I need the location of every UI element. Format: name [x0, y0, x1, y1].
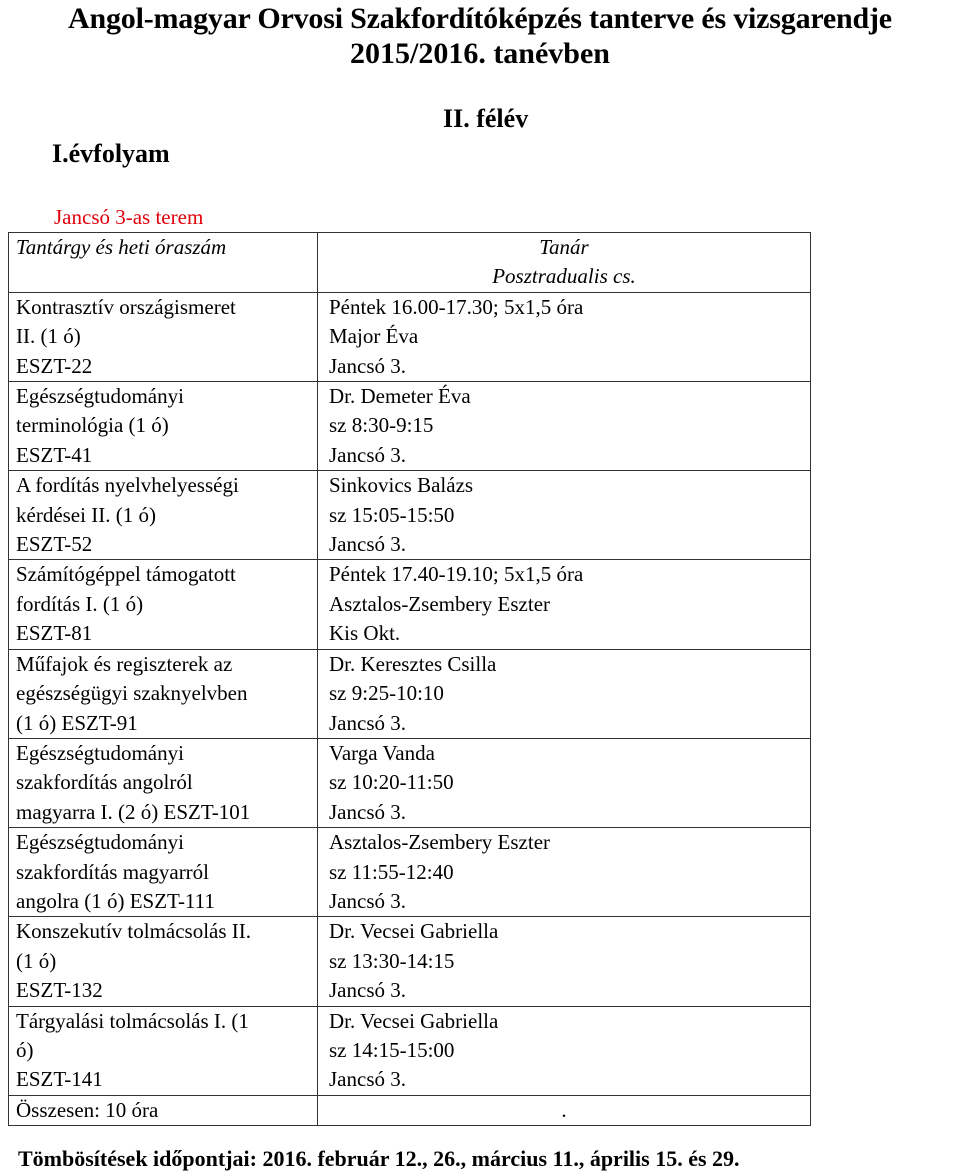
- document-subtitle: 2015/2016. tanévben: [349, 37, 610, 70]
- teacher-cell: [318, 828, 811, 917]
- course-cell: [9, 1006, 318, 1095]
- teacher-line: Jancsó 3.: [329, 442, 406, 467]
- course-cell: [9, 382, 318, 471]
- teacher-line: Dr. Demeter Éva: [329, 384, 471, 409]
- teacher-cell: [318, 738, 811, 827]
- teacher-line: Jancsó 3.: [329, 1067, 406, 1092]
- schedule-table: [8, 232, 811, 1126]
- course-cell: [9, 917, 318, 1006]
- table-row: [9, 292, 811, 381]
- teacher-line: sz 14:15-15:00: [329, 1037, 455, 1062]
- course-line: szakfordítás magyarról: [16, 859, 210, 884]
- teacher-cell: [318, 382, 811, 471]
- course-line: angolra (1 ó) ESZT-111: [16, 888, 215, 913]
- course-line: II. (1 ó): [16, 324, 81, 349]
- course-line: Tárgyalási tolmácsolás I. (1: [16, 1008, 249, 1033]
- course-cell: [9, 471, 318, 560]
- table-row: [9, 560, 811, 649]
- teacher-line: sz 13:30-14:15: [329, 948, 455, 973]
- course-cell: [9, 738, 318, 827]
- course-line: (1 ó) ESZT-91: [16, 710, 138, 735]
- course-cell: [9, 292, 318, 381]
- course-line: szakfordítás angolról: [16, 770, 193, 795]
- teacher-line: Dr. Vecsei Gabriella: [329, 1008, 499, 1033]
- teacher-line: Jancsó 3.: [329, 799, 406, 824]
- teacher-column-header: Tanár Posztradualis cs.: [318, 233, 811, 293]
- table-row: [9, 382, 811, 471]
- course-line: (1 ó): [16, 948, 57, 973]
- postgraduate-label: Posztradualis cs.: [492, 264, 636, 289]
- document-title: Angol-magyar Orvosi Szakfordítóképzés tanterve és vizsgarendje: [68, 2, 892, 35]
- course-line: ESZT-141: [16, 1067, 103, 1092]
- teacher-line: Jancsó 3.: [329, 978, 406, 1003]
- teacher-cell: [318, 649, 811, 738]
- course-line: Számítógéppel támogatott: [16, 562, 236, 587]
- course-line: ESZT-132: [16, 978, 103, 1003]
- course-line: Kontrasztív országismeret: [16, 294, 236, 319]
- teacher-line: Asztalos-Zsembery Eszter: [329, 591, 551, 616]
- total-row: [9, 1095, 811, 1125]
- block-dates-note: Tömbösítések időpontjai: 2016. február 12., 26., március 11., április 15. és 29.: [18, 1146, 740, 1171]
- table-row: [9, 471, 811, 560]
- teacher-line: sz 11:55-12:40: [329, 859, 454, 884]
- teacher-line: Sinkovics Balázs: [329, 473, 474, 498]
- teacher-line: Kis Okt.: [329, 621, 401, 646]
- course-line: terminológia (1 ó): [16, 413, 169, 438]
- course-line: A fordítás nyelvhelyességi: [16, 473, 239, 498]
- teacher-cell: [318, 292, 811, 381]
- table-row: [9, 1006, 811, 1095]
- course-column-header: Tantárgy és heti óraszám: [9, 233, 318, 293]
- course-line: ESZT-81: [16, 621, 93, 646]
- teacher-line: sz 15:05-15:50: [329, 502, 455, 527]
- course-cell: [9, 649, 318, 738]
- teacher-line: Péntek 16.00-17.30; 5x1,5 óra: [329, 294, 584, 319]
- course-cell: [9, 560, 318, 649]
- table-row: [9, 917, 811, 1006]
- teacher-line: Dr. Keresztes Csilla: [329, 651, 497, 676]
- course-line: ESZT-52: [16, 532, 93, 557]
- course-line: magyarra I. (2 ó) ESZT-101: [16, 799, 251, 824]
- course-line: Konszekutív tolmácsolás II.: [16, 919, 252, 944]
- table-header-row: [9, 233, 811, 293]
- teacher-line: Asztalos-Zsembery Eszter: [329, 830, 551, 855]
- teacher-line: sz 9:25-10:10: [329, 681, 444, 706]
- course-line: kérdései II. (1 ó): [16, 502, 156, 527]
- teacher-line: sz 8:30-9:15: [329, 413, 434, 438]
- teacher-cell: [318, 917, 811, 1006]
- course-line: ó): [16, 1037, 34, 1062]
- course-line: Egészségtudományi: [16, 384, 184, 409]
- course-line: Egészségtudományi: [16, 740, 184, 765]
- course-line: Egészségtudományi: [16, 830, 184, 855]
- course-cell: [9, 828, 318, 917]
- teacher-cell: [318, 560, 811, 649]
- total-label: Összesen: 10 óra: [9, 1095, 318, 1125]
- room-label: Jancsó 3-as terem: [54, 205, 204, 229]
- teacher-line: Jancsó 3.: [329, 710, 406, 735]
- course-line: fordítás I. (1 ó): [16, 591, 144, 616]
- course-line: ESZT-22: [16, 353, 93, 378]
- table-row: [9, 649, 811, 738]
- course-line: egészségügyi szaknyelvben: [16, 681, 248, 706]
- teacher-cell: [318, 1006, 811, 1095]
- year-label: I.évfolyam: [52, 139, 170, 168]
- teacher-cell: [318, 471, 811, 560]
- teacher-line: Péntek 17.40-19.10; 5x1,5 óra: [329, 562, 584, 587]
- teacher-line: Jancsó 3.: [329, 888, 406, 913]
- teacher-line: Varga Vanda: [329, 740, 435, 765]
- course-line: ESZT-41: [16, 442, 93, 467]
- semester-label: II. félév: [443, 104, 529, 133]
- teacher-line: sz 10:20-11:50: [329, 770, 454, 795]
- total-right-cell: .: [318, 1095, 811, 1125]
- table-row: [9, 828, 811, 917]
- teacher-line: Dr. Vecsei Gabriella: [329, 919, 499, 944]
- teacher-line: Jancsó 3.: [329, 353, 406, 378]
- course-line: Műfajok és regiszterek az: [16, 651, 233, 676]
- table-row: [9, 738, 811, 827]
- teacher-line: Jancsó 3.: [329, 532, 406, 557]
- teacher-line: Major Éva: [329, 324, 419, 349]
